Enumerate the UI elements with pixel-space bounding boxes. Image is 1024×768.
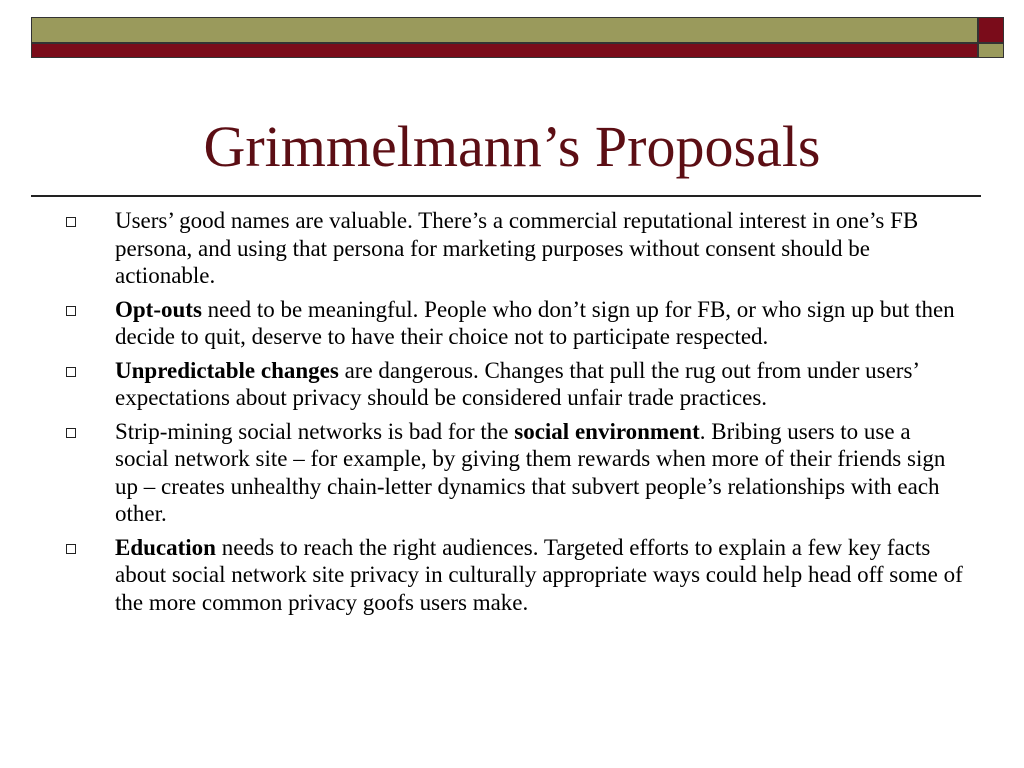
- slide-title: Grimmelmann’s Proposals: [203, 114, 821, 179]
- square-bullet-icon: [66, 306, 76, 316]
- bullet-bold-mid: social environment: [514, 418, 700, 444]
- square-bullet-icon: [66, 217, 76, 227]
- bullet-item: [0, 296, 1024, 351]
- title-divider: [31, 195, 981, 197]
- bullet-text: need to be meaningful. People who don’t sign up for FB, or who sign up but then decide to quit, deserve to have their choice not to participate respected.: [115, 296, 955, 349]
- bullet-item: [0, 418, 1024, 528]
- bullet-item: [0, 534, 1024, 617]
- bullet-text-lead: Strip-mining social networks is bad for the: [115, 418, 515, 444]
- bullet-item: [0, 207, 1024, 290]
- corner-maroon-square: [978, 17, 1004, 43]
- bullet-bold-lead: Education: [115, 534, 216, 560]
- top-maroon-bar: [31, 43, 978, 58]
- corner-olive-square: [978, 43, 1004, 58]
- square-bullet-icon: [66, 544, 76, 554]
- square-bullet-icon: [66, 428, 76, 438]
- bullet-text: Users’ good names are valuable. There’s a commercial reputational interest in one’s FB persona, and using that persona for marketing purposes without consent should be actionable.: [115, 208, 919, 288]
- bullet-text: . Bribing users to use a social network site – for example, by giving them rewards when more of their friends sign up – creates unhealthy chain-letter dynamics that subvert people’s relationships with each other.: [115, 418, 946, 526]
- bullet-text: are dangerous. Changes that pull the rug out from under users’ expectations about privacy should be considered unfair trade practices.: [115, 357, 919, 410]
- top-olive-bar: [31, 17, 978, 43]
- bullet-bold-lead: Unpredictable changes: [115, 357, 339, 383]
- bullet-list: [0, 207, 1024, 622]
- bullet-bold-lead: Opt-outs: [115, 296, 202, 322]
- bullet-item: [0, 357, 1024, 412]
- square-bullet-icon: [66, 367, 76, 377]
- bullet-text: needs to reach the right audiences. Targeted efforts to explain a few key facts about social network site privacy in culturally appropriate ways could help head off some of the more common privacy goofs users make.: [115, 534, 963, 615]
